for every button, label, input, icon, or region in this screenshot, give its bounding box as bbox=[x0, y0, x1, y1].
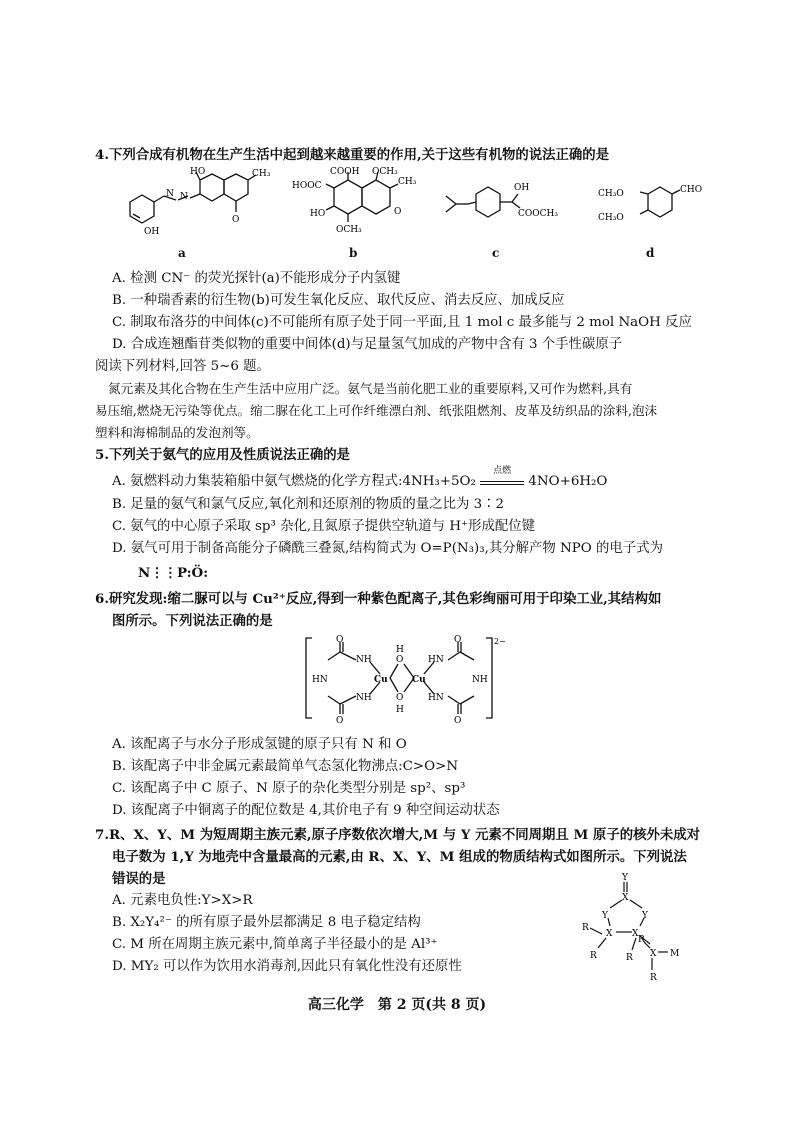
q6-o-1: O bbox=[336, 635, 344, 645]
q5-option-d-formula: N⋮⋮P:Ö: bbox=[138, 565, 209, 581]
q7-r-4: R bbox=[638, 935, 645, 945]
q5-a-post: 4NO+6H₂O bbox=[528, 474, 608, 489]
q6-option-d: D. 该配离子中铜离子的配位数是 4,其价电子有 9 种空间运动状态 bbox=[112, 803, 500, 818]
q5-a-pre: A. 氨燃料动力集装箱船中氨气燃烧的化学方程式:4NH₃+5O₂ bbox=[112, 474, 476, 489]
q6-hn-left: HN bbox=[312, 675, 328, 685]
mol-b-ho: HO bbox=[310, 209, 326, 219]
reading-intro: 阅读下列材料,回答 5~6 题。 bbox=[95, 359, 270, 374]
molecule-c-figure bbox=[442, 176, 572, 236]
q6-hn-2: HN bbox=[428, 693, 444, 703]
q7-r-1: R bbox=[582, 923, 589, 933]
molecule-a-figure bbox=[118, 166, 271, 242]
q7-x-left: X bbox=[606, 929, 613, 939]
q5-a-cond: 点燃 bbox=[493, 466, 512, 476]
q7-r-5: R bbox=[650, 973, 657, 983]
q7-r-2: R bbox=[590, 951, 597, 961]
q4-stem: 4.下列合成有机物在生产生活中起到越来越重要的作用,关于这些有机物的说法正确的是 bbox=[95, 147, 610, 163]
q6-option-a: A. 该配离子与水分子形成氢键的原子只有 N 和 O bbox=[112, 737, 407, 752]
q6-o-bot: O bbox=[396, 693, 404, 703]
q5-stem: 5.下列关于氨气的应用及性质说法正确的是 bbox=[95, 447, 351, 463]
q6-h-top: H bbox=[396, 645, 404, 655]
mol-a-oh: OH bbox=[144, 227, 160, 237]
mol-a-o: O bbox=[232, 215, 240, 225]
reading-line-2: 易压缩,燃烧无污染等优点。缩二脲在化工上可作纤维漂白剂、纸张阻燃剂、皮革及纺织品的涂料,泡沫 bbox=[95, 403, 658, 418]
q7-stem-3: 错误的是 bbox=[112, 871, 166, 887]
q6-nh-1: NH bbox=[356, 655, 372, 665]
label-c: c bbox=[492, 246, 500, 260]
q7-m: M bbox=[670, 949, 680, 959]
q6-o-top: O bbox=[396, 655, 404, 665]
q6-charge: 2− bbox=[494, 637, 506, 646]
q7-y-right: Y bbox=[642, 911, 648, 921]
q5-option-b: B. 足量的氨气和氯气反应,氧化剂和还原剂的物质的量之比为 3∶2 bbox=[112, 497, 505, 512]
q7-option-c: C. M 所在周期主族元素中,简单离子半径最小的是 Al³⁺ bbox=[112, 937, 438, 952]
q6-o-3: O bbox=[454, 635, 462, 645]
q6-cu-1: Cu bbox=[374, 675, 388, 685]
q4-option-b: B. 一种瑞香素的衍生物(b)可发生氧化反应、取代反应、消去反应、加成反应 bbox=[112, 293, 565, 308]
mol-b-cooh: COOH bbox=[330, 167, 360, 177]
mol-b-ch3: CH₃ bbox=[398, 177, 417, 187]
q7-y-top: Y bbox=[622, 873, 628, 883]
q7-structure-figure bbox=[574, 868, 694, 984]
mol-a-n2: N bbox=[180, 192, 188, 202]
q6-option-c: C. 该配离子中 C 原子、N 原子的杂化类型分别是 sp²、sp³ bbox=[112, 781, 466, 796]
mol-b-och3-bot: OCH₃ bbox=[336, 225, 362, 235]
q6-cu-2: Cu bbox=[412, 675, 426, 685]
q7-option-d: D. MY₂ 可以作为饮用水消毒剂,因此只有氧化性没有还原性 bbox=[112, 959, 462, 974]
q5-option-d: D. 氨气可用于制备高能分子磷酰三叠氮,结构简式为 O=P(N₃)₃,其分解产物 NPO 的电子式为 bbox=[112, 541, 663, 556]
q7-x-top: X bbox=[622, 893, 629, 903]
label-d: d bbox=[646, 246, 655, 260]
q6-o-4: O bbox=[454, 716, 462, 726]
q6-nh-2: NH bbox=[356, 693, 372, 703]
mol-d-ch3o-top: CH₃O bbox=[598, 189, 624, 199]
q6-structure-figure bbox=[300, 634, 530, 724]
q4-option-c: C. 制取布洛芬的中间体(c)不可能所有原子处于同一平面,且 1 mol c 最多能与 2 mol NaOH 反应 bbox=[112, 315, 692, 330]
label-a: a bbox=[178, 246, 186, 260]
reading-line-1: 氮元素及其化合物在生产生活中应用广泛。氨气是当前化肥工业的重要原料,又可作为燃料,具有 bbox=[108, 381, 633, 396]
label-b: b bbox=[349, 246, 358, 260]
q5-option-c: C. 氨气的中心原子采取 sp³ 杂化,且氮原子提供空轨道与 H⁺形成配位键 bbox=[112, 519, 536, 534]
mol-b-och3-top: OCH₃ bbox=[372, 167, 398, 177]
q7-y-left: Y bbox=[602, 911, 608, 921]
q7-r-3: R bbox=[626, 953, 633, 963]
mol-b-o: O bbox=[394, 207, 402, 217]
q5-option-a bbox=[112, 466, 608, 491]
q6-stem-2: 图所示。下列说法正确的是 bbox=[112, 613, 273, 629]
mol-a-ch3: CH₃ bbox=[252, 169, 271, 179]
q6-option-b: B. 该配离子中非金属元素最简单气态氢化物沸点:C>O>N bbox=[112, 759, 459, 774]
mol-c-cooch3: COOCH₃ bbox=[518, 209, 558, 219]
q6-nh-right: NH bbox=[472, 675, 488, 685]
molecule-d-figure bbox=[596, 180, 726, 236]
mol-a-ho: HO bbox=[190, 167, 206, 177]
mol-b-hooc: HOOC bbox=[292, 181, 322, 191]
q7-x-right: X bbox=[632, 929, 639, 939]
mol-d-cho: CHO bbox=[680, 185, 703, 195]
q7-x-far: X bbox=[650, 949, 657, 959]
q7-stem-1: 7.R、X、Y、M 为短周期主族元素,原子序数依次增大,M 与 Y 元素不同周期且 M 原子的核外未成对 bbox=[95, 827, 701, 843]
q5-a-arrow bbox=[480, 466, 524, 485]
mol-d-ch3o-bot: CH₃O bbox=[598, 213, 624, 223]
reading-line-3: 塑料和海棉制品的发泡剂等。 bbox=[95, 425, 259, 440]
q6-h-bot: H bbox=[396, 705, 404, 715]
q4-option-d: D. 合成连翘酯苷类似物的重要中间体(d)与足量氢气加成的产物中含有 3 个手性碳原子 bbox=[112, 337, 623, 352]
mol-a-n1: N bbox=[166, 189, 174, 199]
page-footer: 高三化学 第 2 页(共 8 页) bbox=[307, 997, 487, 1013]
q6-stem-1: 6.研究发现:缩二脲可以与 Cu²⁺反应,得到一种紫色配离子,其色彩绚丽可用于印染工业,其结构如 bbox=[95, 591, 662, 607]
molecule-b-figure bbox=[290, 166, 430, 242]
q4-option-a: A. 检测 CN⁻ 的荧光探针(a)不能形成分子内氢键 bbox=[112, 271, 401, 286]
q6-hn-1: HN bbox=[428, 655, 444, 665]
q6-o-2: O bbox=[336, 716, 344, 726]
mol-c-oh: OH bbox=[514, 183, 530, 193]
q7-stem-2: 电子数为 1,Y 为地壳中含量最高的元素,由 R、X、Y、M 组成的物质结构式如图所示。下列说法 bbox=[112, 849, 687, 865]
q7-option-a: A. 元素电负性:Y>X>R bbox=[112, 893, 253, 908]
q7-option-b: B. X₂Y₄²⁻ 的所有原子最外层都满足 8 电子稳定结构 bbox=[112, 915, 421, 930]
